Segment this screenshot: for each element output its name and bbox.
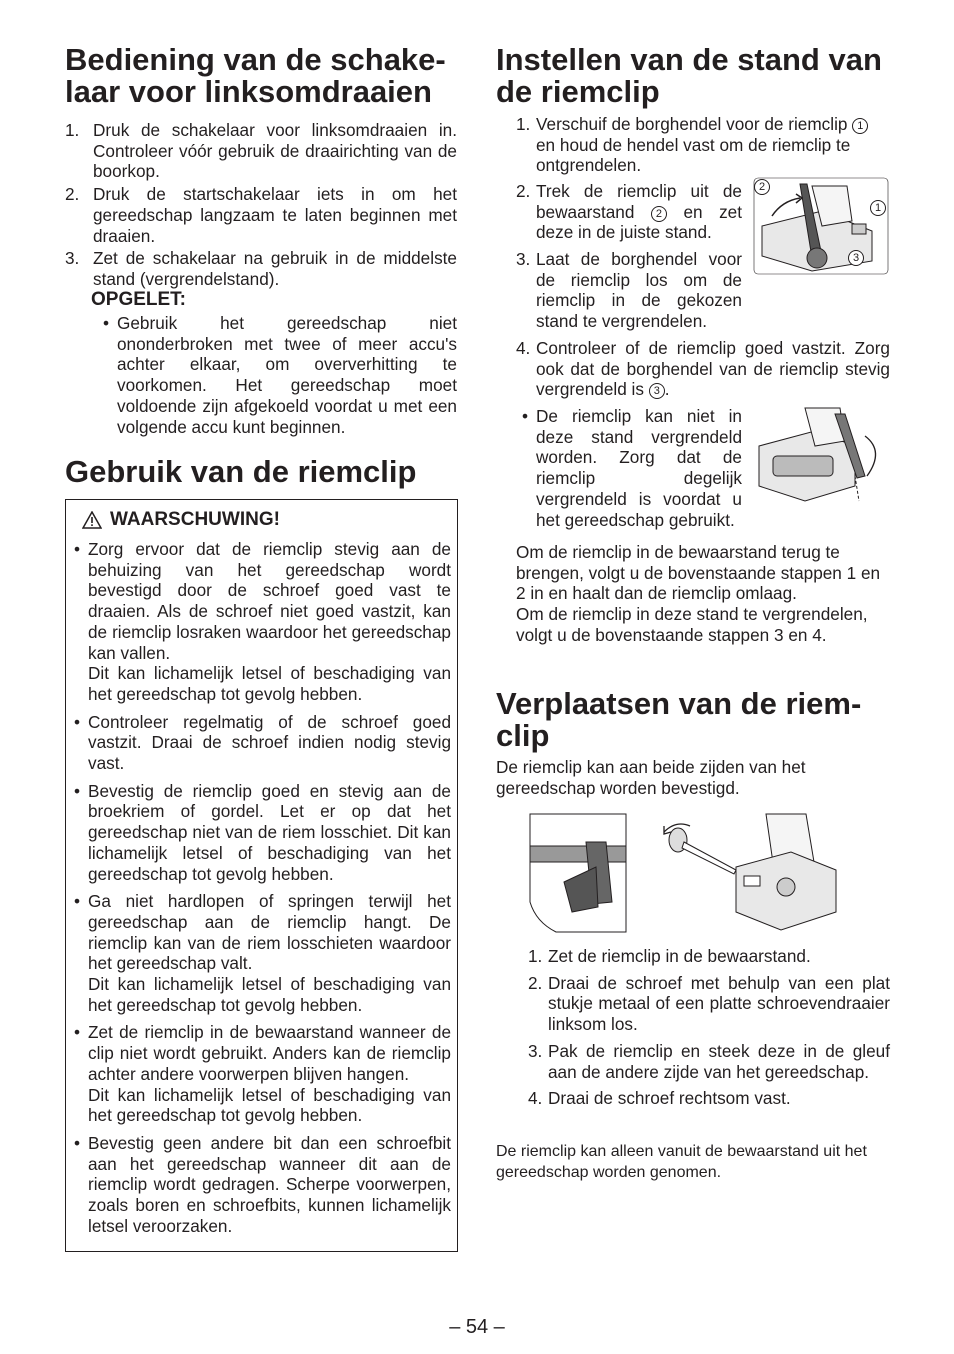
caution-label: OPGELET:	[91, 289, 187, 310]
step-4: 4. Controleer of de riemclip goed vastzit. Zorg ook dat de borghendel van de riemclip stevig vergrendeld is 3 .	[516, 338, 890, 400]
marker-1: 1	[852, 118, 868, 134]
move-clip-steps	[528, 946, 890, 1109]
list-item: • Bevestig geen andere bit dan een schroefbit aan het gereedschap wanneer dit aan de riemclip wordt gedragen. Scherpe voorwerpen, zoals boren en schroefbits, kunnen lichamelijk letsel veroorzaken.	[74, 1132, 451, 1236]
warning-list	[66, 539, 451, 1244]
warning-label: WAARSCHUWING!	[110, 509, 280, 530]
list-item: • Bevestig de riemclip goed en stevig aan de broekriem of gordel. Let er op dat het gereedschap niet van de riem losschiet. Dit kan lichamelijk letsel of beschadiging van het gereedschap tot gevolg hebben.	[74, 780, 451, 884]
step-3: 3. Laat de borghendel voor de riemclip los om de riemclip in de gekozen stand te vergrendelen.	[516, 249, 742, 332]
list-item: 2. Druk de startschakelaar iets in om het gereedschap langzaam te laten beginnen met draaien.	[65, 184, 457, 246]
section-title-clip-position: Instellen van de stand van de riemclip	[496, 42, 882, 110]
section-title-move-clip: Verplaatsen van de riem- clip	[496, 686, 862, 754]
return-instructions: Om de riemclip in de bewaarstand terug te brengen, volgt u de bovenstaande stappen 1 en 2 in en haalt dan de riemclip omlaag. Om de riemclip in deze stand te vergrendelen, volgt u de bovenstaande stappen 3 en 4.	[516, 542, 881, 645]
list-item: 3. Zet de schakelaar na gebruik in de middelste stand (vergrendelstand).	[65, 248, 457, 289]
illustration-clip-unlock	[752, 176, 892, 276]
step-1: 1. Verschuif de borghendel voor de riemclip 1 en houd de hendel vast om de riemclip te ontgrendelen.	[516, 114, 890, 176]
marker-3: 3	[848, 250, 864, 266]
illustration-belt-clip	[526, 812, 630, 934]
move-clip-intro: De riemclip kan aan beide zijden van het gereedschap worden bevestigd.	[496, 757, 806, 798]
list-item: • Controleer regelmatig of de schroef goed vastzit. Draai de schroef indien nodig stevig vast.	[74, 711, 451, 774]
clip-bullet: • De riemclip kan niet in deze stand vergrendeld worden. Zorg dat de riemclip degelijk vergrendeld is voordat u het gereedschap gebruikt.	[522, 406, 742, 530]
step-2: 2. Trek de riemclip uit de bewaarstand 2 en zet deze in de juiste stand.	[516, 181, 743, 243]
illustration-clip-position	[755, 406, 890, 506]
warning-header	[82, 509, 280, 531]
list-item: • Zorg ervoor dat de riemclip stevig aan de behuizing van het gereedschap wordt bevestigd door de schroef goed vast te draaien. Als de schroef niet goed vastzit, kan de riemclip losraken waardoor het gereedschap kan vallen. Dit kan lichamelijk letsel of beschadiging van het gereedschap tot gevolg hebben.	[74, 539, 451, 704]
list-item: • Zet de riemclip in de bewaarstand wanneer de clip niet wordt gebruikt. Anders kan de riemclip achter andere voorwerpen blijven hangen. Dit kan lichamelijk letsel of beschadiging van het gereedschap tot gevolg hebben.	[74, 1022, 451, 1126]
list-item: • Ga niet hardlopen of springen terwijl het gereedschap aan de riemclip hangt. De riemclip kan van de riem losschieten waardoor het gereedschap valt. Dit kan lichamelijk letsel of beschadiging van het gereedschap tot gevolg hebben.	[74, 891, 451, 1015]
warning-box	[65, 499, 458, 1252]
move-clip-note: De riemclip kan alleen vanuit de bewaarstand uit het gereedschap worden genomen.	[496, 1143, 867, 1181]
list-item: 2. Draai de schroef met behulp van een plat stukje metaal of een platte schroevendraaier linksom los.	[528, 972, 890, 1035]
section-title-reverse-switch: Bediening van de schake- laar voor linksomdraaien	[65, 42, 446, 110]
illustration-screw-removal	[656, 812, 842, 934]
page-number: – 54 –	[449, 1316, 505, 1338]
marker-3: 3	[649, 383, 665, 399]
marker-1: 1	[870, 200, 886, 216]
marker-2: 2	[651, 206, 667, 222]
list-item: 4. Draai de schroef rechtsom vast.	[528, 1088, 791, 1109]
marker-2: 2	[754, 179, 770, 195]
list-item: 1. Zet de riemclip in de bewaarstand.	[528, 946, 811, 966]
reverse-switch-steps	[65, 120, 457, 290]
list-item: 3. Pak de riemclip en steek deze in de gleuf aan de andere zijde van het gereedschap.	[528, 1040, 890, 1082]
list-item: 1. Druk de schakelaar voor linksomdraaien in. Controleer vóór gebruik de draairichting van de boorkop.	[65, 120, 457, 182]
caution-text: • Gebruik het gereedschap niet ononderbroken met twee of meer accu's achter elkaar, om oververhitting te voorkomen. Het gereedschap moet voldoende zijn afgekoeld voordat u met een volgende accu kunt beginnen.	[103, 313, 457, 437]
warning-triangle-icon	[82, 511, 102, 529]
section-title-belt-clip-use: Gebruik van de riemclip	[65, 454, 417, 489]
